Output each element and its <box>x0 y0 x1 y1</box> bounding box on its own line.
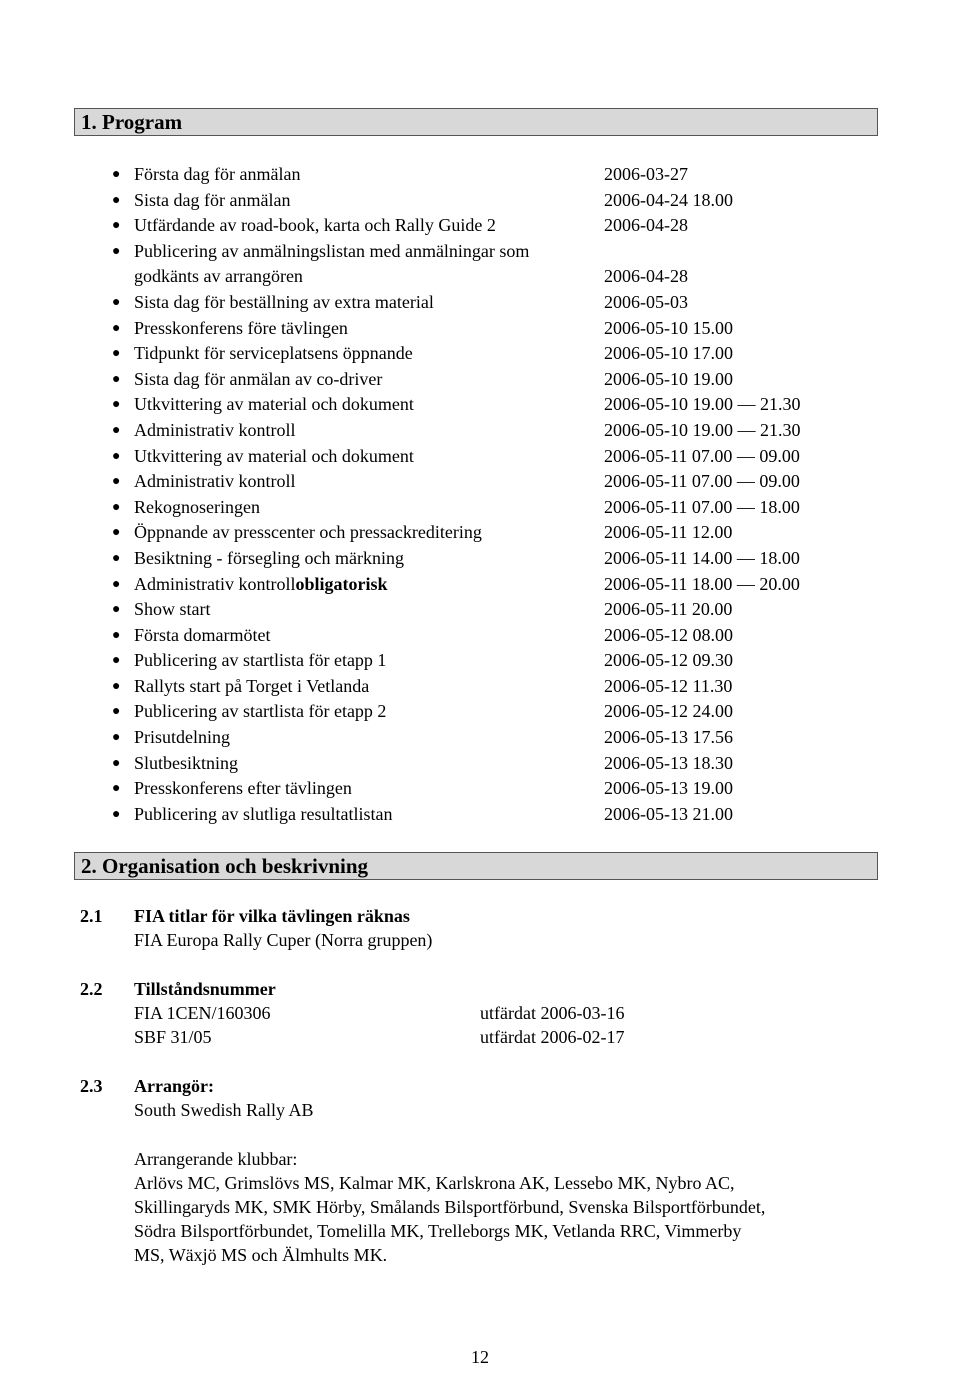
program-item-date: 2006-05-12 08.00 <box>604 624 733 645</box>
program-item <box>0 699 960 725</box>
bullet-icon: ● <box>112 192 121 208</box>
section-2-2-title: Tillståndsnummer <box>134 979 276 999</box>
bullet-icon: ● <box>112 806 121 822</box>
bullet-icon: ● <box>112 781 121 797</box>
bullet-icon: ● <box>112 422 121 438</box>
bullet-icon: ● <box>112 474 121 490</box>
program-list <box>0 162 960 827</box>
program-item <box>0 674 960 700</box>
program-item-label: Presskonferens före tävlingen <box>134 317 348 338</box>
bullet-icon: ● <box>112 550 121 566</box>
program-item <box>0 776 960 802</box>
bullet-icon: ● <box>112 525 121 541</box>
section-2-2-number: 2.2 <box>80 979 103 999</box>
bullet-icon: ● <box>112 243 121 259</box>
program-item-date: 2006-05-10 19.00 — 21.30 <box>604 419 801 440</box>
bullet-icon: ● <box>112 218 121 234</box>
bullet-icon: ● <box>112 499 121 515</box>
program-item-label: Utfärdande av road-book, karta och Rally Guide 2 <box>134 215 496 236</box>
program-item-label: Publicering av slutliga resultatlistan <box>134 803 393 824</box>
section-2-heading: 2. Organisation och beskrivning <box>74 852 878 880</box>
program-item-date: 2006-05-13 18.30 <box>604 752 733 773</box>
program-item <box>0 264 960 290</box>
program-item-date: 2006-05-13 19.00 <box>604 778 733 799</box>
program-item-label: Administrativ kontroll <box>134 471 296 492</box>
program-item-date: 2006-05-11 20.00 <box>604 599 733 620</box>
program-item-label: Besiktning - försegling och märkning <box>134 547 404 568</box>
program-item <box>0 802 960 828</box>
program-item <box>0 572 960 598</box>
program-item-date: 2006-05-11 14.00 — 18.00 <box>604 547 800 568</box>
bullet-icon: ● <box>112 576 121 592</box>
bullet-icon: ● <box>112 627 121 643</box>
program-item-date: 2006-04-28 <box>604 266 688 287</box>
program-item-label-bold: obligatorisk <box>295 573 388 594</box>
program-item <box>0 623 960 649</box>
program-item-date: 2006-05-13 21.00 <box>604 803 733 824</box>
program-item-date: 2006-05-11 07.00 — 18.00 <box>604 496 800 517</box>
bullet-icon: ● <box>112 755 121 771</box>
program-item-label: Öppnande av presscenter och pressackreditering <box>134 522 482 543</box>
program-item-date: 2006-05-03 <box>604 291 688 312</box>
bullet-icon: ● <box>112 448 121 464</box>
program-item-label: Tidpunkt för serviceplatsens öppnande <box>134 343 413 364</box>
bullet-icon: ● <box>112 371 121 387</box>
program-item-label: Prisutdelning <box>134 727 231 748</box>
program-item <box>0 495 960 521</box>
bullet-icon: ● <box>112 730 121 746</box>
section-1-heading: 1. Program <box>74 108 878 136</box>
program-item-date: 2006-05-10 19.00 <box>604 368 733 389</box>
program-item <box>0 725 960 751</box>
section-2-3-number: 2.3 <box>80 1076 103 1096</box>
program-item-date: 2006-05-12 24.00 <box>604 701 733 722</box>
program-item <box>0 367 960 393</box>
clubs-line: Södra Bilsportförbundet, Tomelilla MK, Trelleborgs MK, Vetlanda RRC, Vimmerby <box>134 1221 742 1241</box>
program-item-date: 2006-05-10 15.00 <box>604 317 733 338</box>
program-item <box>0 751 960 777</box>
bullet-icon: ● <box>112 704 121 720</box>
section-2-1-number: 2.1 <box>80 906 103 926</box>
program-item <box>0 213 960 239</box>
program-item <box>0 597 960 623</box>
program-item-label: Presskonferens efter tävlingen <box>134 778 352 799</box>
program-item-label: Administrativ kontroll <box>134 419 296 440</box>
bullet-icon: ● <box>112 397 121 413</box>
program-item <box>0 520 960 546</box>
program-item-label: Rallyts start på Torget i Vetlanda <box>134 675 370 696</box>
program-item <box>0 469 960 495</box>
bullet-icon: ● <box>112 602 121 618</box>
program-item-date: 2006-05-10 19.00 — 21.30 <box>604 394 801 415</box>
program-item <box>0 648 960 674</box>
bullet-icon: ● <box>112 678 121 694</box>
program-item <box>0 188 960 214</box>
section-2-3-title: Arrangör: <box>134 1076 214 1096</box>
permit-id: FIA 1CEN/160306 <box>134 1003 271 1023</box>
program-item-label: Sista dag för anmälan av co-driver <box>134 368 383 389</box>
program-item <box>0 341 960 367</box>
program-item-label: Sista dag för anmälan <box>134 189 291 210</box>
program-item-date: 2006-04-24 18.00 <box>604 189 733 210</box>
program-item <box>0 290 960 316</box>
program-item-date: 2006-03-27 <box>604 164 688 184</box>
section-2-1-title: FIA titlar för vilka tävlingen räknas <box>134 906 410 926</box>
bullet-icon: ● <box>112 653 121 669</box>
program-item-date: 2006-05-10 17.00 <box>604 343 733 364</box>
section-2-1-text: FIA Europa Rally Cuper (Norra gruppen) <box>134 930 433 950</box>
clubs-line: MS, Wäxjö MS och Älmhults MK. <box>134 1245 388 1265</box>
program-item-date: 2006-05-13 17.56 <box>604 727 733 748</box>
bullet-icon: ● <box>112 294 121 310</box>
permit-issued: utfärdat 2006-03-16 <box>480 1003 625 1023</box>
program-item-label: Show start <box>134 599 211 620</box>
program-item-label: Publicering av startlista för etapp 1 <box>134 650 387 671</box>
program-item-label: Publicering av startlista för etapp 2 <box>134 701 387 722</box>
program-item-date: 2006-04-28 <box>604 215 688 236</box>
organizer-name: South Swedish Rally AB <box>134 1100 314 1120</box>
program-item-label: Publicering av anmälningslistan med anmälningar som <box>134 240 530 261</box>
program-item <box>0 392 960 418</box>
program-item-date: 2006-05-11 18.00 — 20.00 <box>604 573 800 594</box>
program-item-date: 2006-05-12 11.30 <box>604 675 733 696</box>
program-item <box>0 316 960 342</box>
program-item <box>0 546 960 572</box>
bullet-icon: ● <box>112 320 121 336</box>
program-item-label: Utkvittering av material och dokument <box>134 394 414 415</box>
program-item-label: godkänts av arrangören <box>134 266 303 287</box>
program-item-date: 2006-05-11 12.00 <box>604 522 733 543</box>
program-item-label: Rekognoseringen <box>134 496 260 517</box>
bullet-icon: ● <box>112 346 121 362</box>
program-item <box>0 162 960 188</box>
bullet-icon: ● <box>112 167 121 182</box>
program-item <box>0 444 960 470</box>
program-item-label: Slutbesiktning <box>134 752 239 773</box>
clubs-line: Arlövs MC, Grimslövs MS, Kalmar MK, Karlskrona AK, Lessebo MK, Nybro AC, <box>134 1173 735 1193</box>
page-number: 12 <box>471 1347 489 1367</box>
program-item-label: Första domarmötet <box>134 624 271 645</box>
program-item <box>0 239 960 265</box>
clubs-line: Skillingaryds MK, SMK Hörby, Smålands Bilsportförbund, Svenska Bilsportförbundet, <box>134 1197 766 1217</box>
clubs-label: Arrangerande klubbar: <box>134 1149 298 1169</box>
permit-id: SBF 31/05 <box>134 1027 212 1047</box>
program-item-label: Första dag för anmälan <box>134 164 301 184</box>
program-item-date: 2006-05-11 07.00 — 09.00 <box>604 471 800 492</box>
program-item-label: Administrativ kontroll <box>134 573 296 594</box>
program-item-label: Sista dag för beställning av extra material <box>134 291 434 312</box>
permit-issued: utfärdat 2006-02-17 <box>480 1027 625 1047</box>
program-item-label: Utkvittering av material och dokument <box>134 445 414 466</box>
program-item-date: 2006-05-11 07.00 — 09.00 <box>604 445 800 466</box>
program-item-date: 2006-05-12 09.30 <box>604 650 733 671</box>
program-item <box>0 418 960 444</box>
